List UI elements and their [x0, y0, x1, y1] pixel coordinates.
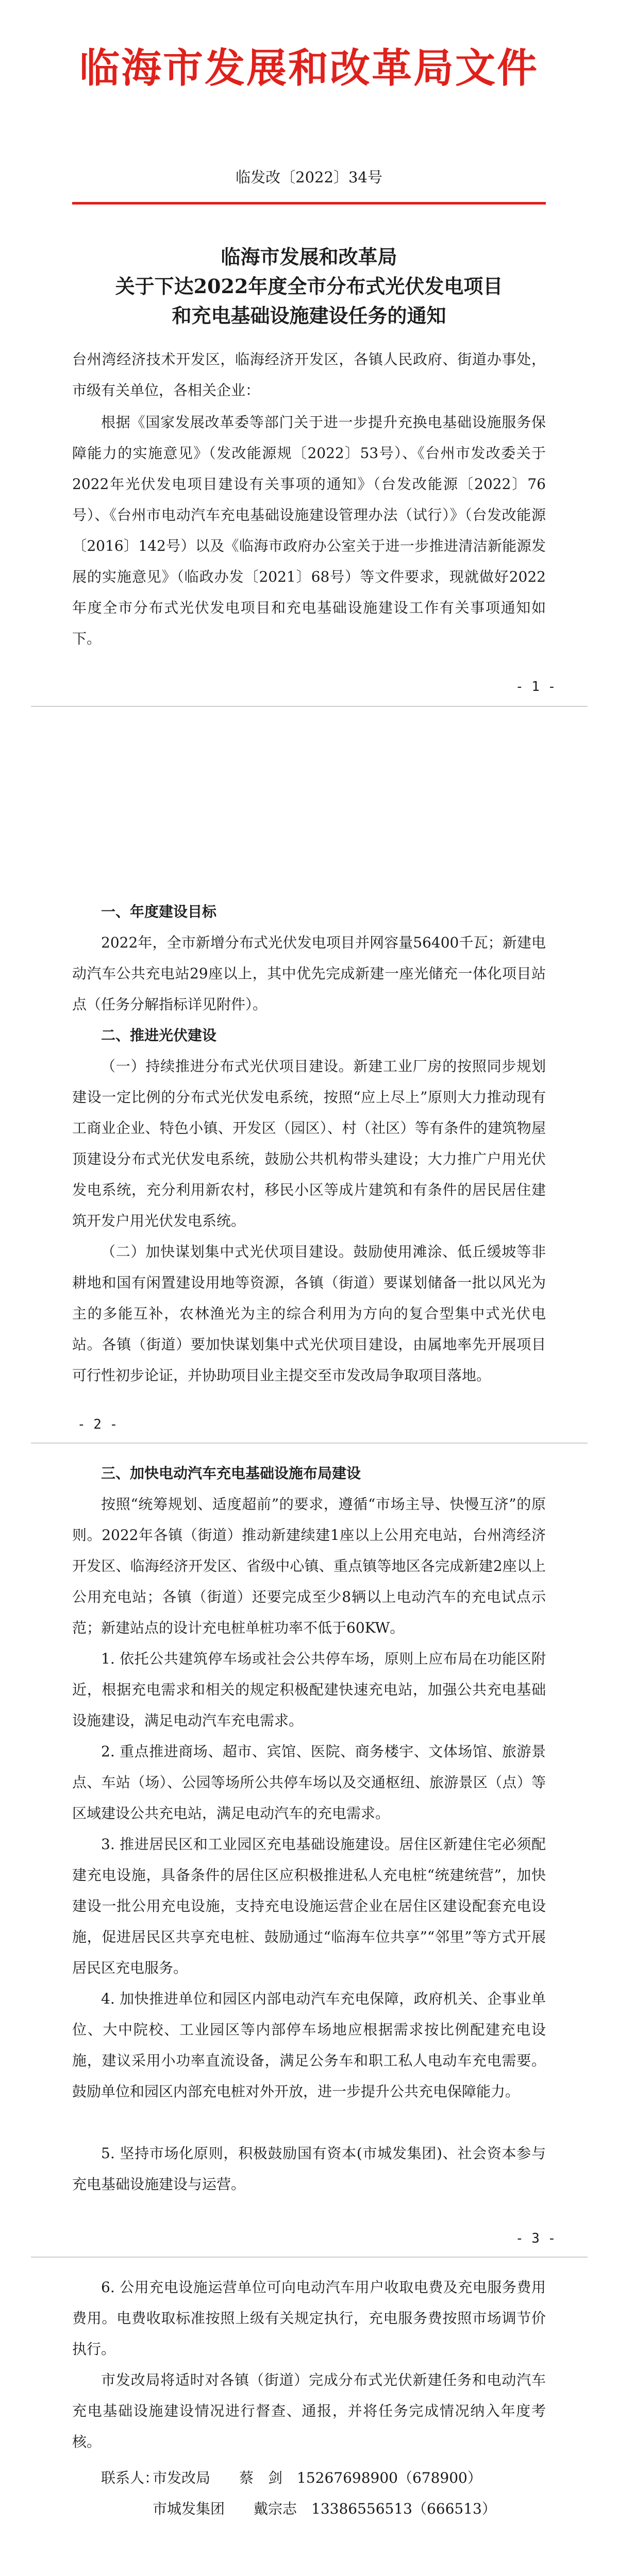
notice-issuer: 临海市发展和改革局 [221, 245, 397, 268]
page-separator [31, 2257, 588, 2258]
header-red-divider [72, 202, 546, 205]
contact-line-1: 市发改局 蔡 剑 15267698900（678900） [153, 2469, 482, 2486]
section-2-sub2: （二）加快谋划集中式光伏项目建设。鼓励使用滩涂、低丘缓坡等非耕地和国有闲置建设用地等资源，各镇（街道）要谋划储备一批以风光为主的多能互补，农林渔光为主的综合利用为方向的复合型集中式光伏电站。各镇（街道）要加快谋划集中式光伏项目建设，由属地率先开展项目可行性初步论证，并协助项目业主提交至市发改局争取项目落地。 [72, 1243, 546, 1384]
section-2-sub1: （一）持续推进分布式光伏项目建设。新建工业厂房的按照同步规划建设一定比例的分布式光伏发电系统，按照“应上尽上”原则大力推动现有工商业企业、特色小镇、开发区（园区）、村（社区）等有条件的建筑物屋顶建设分布式光伏发电系统，鼓励公共机构带头建设；大力推广户用光伏发电系统，充分利用新农村，移民小区等成片建筑和有条件的居民居住建筑开发户用光伏发电系统。 [72, 1058, 546, 1229]
page-number-1: - 1 - [515, 679, 556, 694]
section-3-title: 三、加快电动汽车充电基础设施布局建设 [101, 1465, 361, 1482]
contact-line-2: 市城发集团 戴宗志 13386556513（666513） [153, 2500, 496, 2517]
page-number-3: - 3 - [515, 2231, 556, 2246]
notice-title-line2: 和充电基础设施建设任务的通知 [172, 304, 446, 327]
closing-paragraph: 市发改局将适时对各镇（街道）完成分布式光伏新建任务和电动汽车充电基础设施建设情况进行督查、通报，并将任务完成情况纳入年度考核。 [72, 2371, 546, 2450]
section-3-item-6: 6. 公用充电设施运营单位可向电动汽车用户收取电费及充电服务费用费用。电费收取标准按照上级有关规定执行，充电服务费按照市场调节价执行。 [72, 2279, 546, 2358]
document-header-title: 临海市发展和改革局文件 [79, 45, 539, 92]
section-1-paragraph: 2022年，全市新增分布式光伏发电项目并网容量56400千瓦；新建电动汽车公共充电站29座以上，其中优先完成新建一座光储充一体化项目站点（任务分解指标详见附件）。 [72, 934, 546, 1013]
section-3-item-4: 4. 加快推进单位和园区内部电动汽车充电保障，政府机关、企事业单位、大中院校、工业园区等内部停车场地应根据需求按比例配建充电设施，建议采用小功率直流设备，满足公务车和职工私人电动车充电需要。鼓励单位和园区内部充电桩对外开放，进一步提升公共充电保障能力。 [72, 1990, 546, 2100]
contact-label: 联系人： [101, 2469, 159, 2486]
notice-title-line1: 关于下达2022年度全市分布式光伏发电项目 [115, 275, 503, 298]
page-separator [31, 706, 588, 707]
section-3-item-3: 3. 推进居民区和工业园区充电基础设施建设。居住区新建住宅必须配建充电设施，具备条件的居住区应积极推进私人充电桩“统建统营”，加快建设一批公用充电设施，支持充电设施运营企业在居住区建设配套充电设施，促进居民区共享充电桩、鼓励通过“临海车位共享”“邻里”等方式开展居民区充电服务。 [72, 1836, 546, 1976]
section-3-item-5: 5. 坚持市场化原则，积极鼓励国有资本(市城发集团)、社会资本参与充电基础设施建设与运营。 [72, 2145, 546, 2193]
section-3-item-2: 2. 重点推进商场、超市、宾馆、医院、商务楼宇、文体场馆、旅游景点、车站（场）、公园等场所公共停车场以及交通枢纽、旅游景区（点）等区域建设公共充电站，满足电动汽车的充电需求。 [72, 1743, 546, 1822]
notice-intro-paragraph: 根据《国家发展改革委等部门关于进一步提升充换电基础设施服务保障能力的实施意见》（发改能源规〔2022〕53号）、《台州市发改委关于2022年光伏发电项目建设有关事项的通知》（台发改能源〔2022〕76号）、《台州市电动汽车充电基础设施建设管理办法（试行）》（台发改能源〔2016〕142号）以及《临海市政府办公室关于进一步推进清洁新能源发展的实施意见》（临政办发〔2021〕68号）等文件要求，现就做好2022年度全市分布式光伏发电项目和充电基础设施建设工作有关事项通知如下。 [72, 414, 546, 647]
section-3-paragraph: 按照“统筹规划、适度超前”的要求，遵循“市场主导、快慢互济”的原则。2022年各镇（街道）推动新建续建1座以上公用充电站，台州湾经济开发区、临海经济开发区、省级中心镇、重点镇等地区各完成新建2座以上公用充电站；各镇（街道）还要完成至少8辆以上电动汽车的充电试点示范；新建站点的设计充电桩单桩功率不低于60KW。 [72, 1496, 546, 1636]
document-number: 临发改〔2022〕34号 [236, 168, 382, 186]
page-separator [31, 1443, 588, 1444]
notice-recipients: 台州湾经济技术开发区，临海经济开发区，各镇人民政府、街道办事处，市级有关单位，各相关企业： [72, 351, 546, 399]
page-number-2: - 2 - [77, 1417, 118, 1432]
section-2-title: 二、推进光伏建设 [101, 1027, 217, 1044]
section-3-item-1: 1. 依托公共建筑停车场或社会公共停车场，原则上应布局在功能区附近，根据充电需求和相关的规定积极配建快速充电站，加强公共充电基础设施建设，满足电动汽车充电需求。 [72, 1650, 546, 1729]
section-1-title: 一、年度建设目标 [101, 903, 217, 920]
